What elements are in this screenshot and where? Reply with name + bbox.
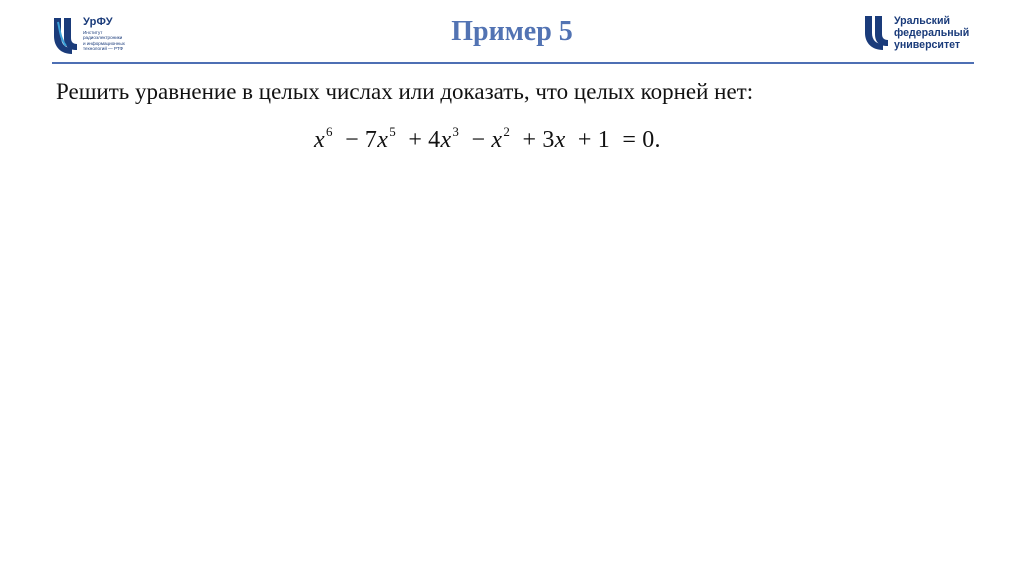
equation-exponent: 2 bbox=[503, 124, 511, 139]
equation-term: x bbox=[440, 127, 452, 153]
urfu-u-logo-icon bbox=[864, 15, 890, 51]
equation-coefficient: 3 bbox=[542, 127, 555, 153]
equation-operator: − bbox=[345, 127, 359, 153]
logo-subtitle-line: и информационных bbox=[83, 40, 125, 46]
equation-term: x bbox=[491, 127, 503, 153]
urfu-logo-line: Уральский bbox=[894, 15, 951, 27]
urfu-logo-line: федеральный bbox=[894, 27, 970, 39]
equation-term: x bbox=[554, 127, 566, 153]
equation-operator: − bbox=[471, 127, 486, 153]
equation-term: x bbox=[314, 127, 325, 153]
equation-coefficient: 4 bbox=[428, 127, 441, 153]
equation bbox=[314, 124, 661, 154]
equation-coefficient: 7 bbox=[364, 127, 378, 153]
equation-exponent: 5 bbox=[389, 124, 396, 139]
equation-constant: 1 bbox=[597, 127, 611, 153]
header-divider bbox=[52, 62, 974, 64]
equation-rhs: 0. bbox=[642, 127, 661, 153]
equation-operator: + bbox=[408, 127, 423, 153]
problem-statement: Решить уравнение в целых числах или доказать, что целых корней нет: bbox=[56, 79, 754, 104]
equation-operator: + bbox=[522, 127, 537, 153]
urfu-logo-line: университет bbox=[894, 39, 961, 51]
equation-term: x bbox=[377, 127, 389, 153]
logo-brand: УрФУ bbox=[83, 16, 113, 28]
logo-subtitle-line: технологий — РТФ bbox=[83, 46, 124, 52]
logo-subtitle-line: Институт bbox=[83, 30, 103, 35]
equation-operator: + bbox=[577, 127, 592, 153]
urfu-logo-text bbox=[894, 15, 969, 51]
urfu-logo bbox=[864, 15, 974, 55]
equation-exponent: 3 bbox=[452, 124, 460, 139]
equation-equals: = bbox=[622, 127, 637, 153]
logo-subtitle-line: радиоэлектроники bbox=[83, 35, 123, 41]
equation-exponent: 6 bbox=[325, 124, 333, 139]
slide-title: Пример 5 bbox=[451, 16, 573, 47]
